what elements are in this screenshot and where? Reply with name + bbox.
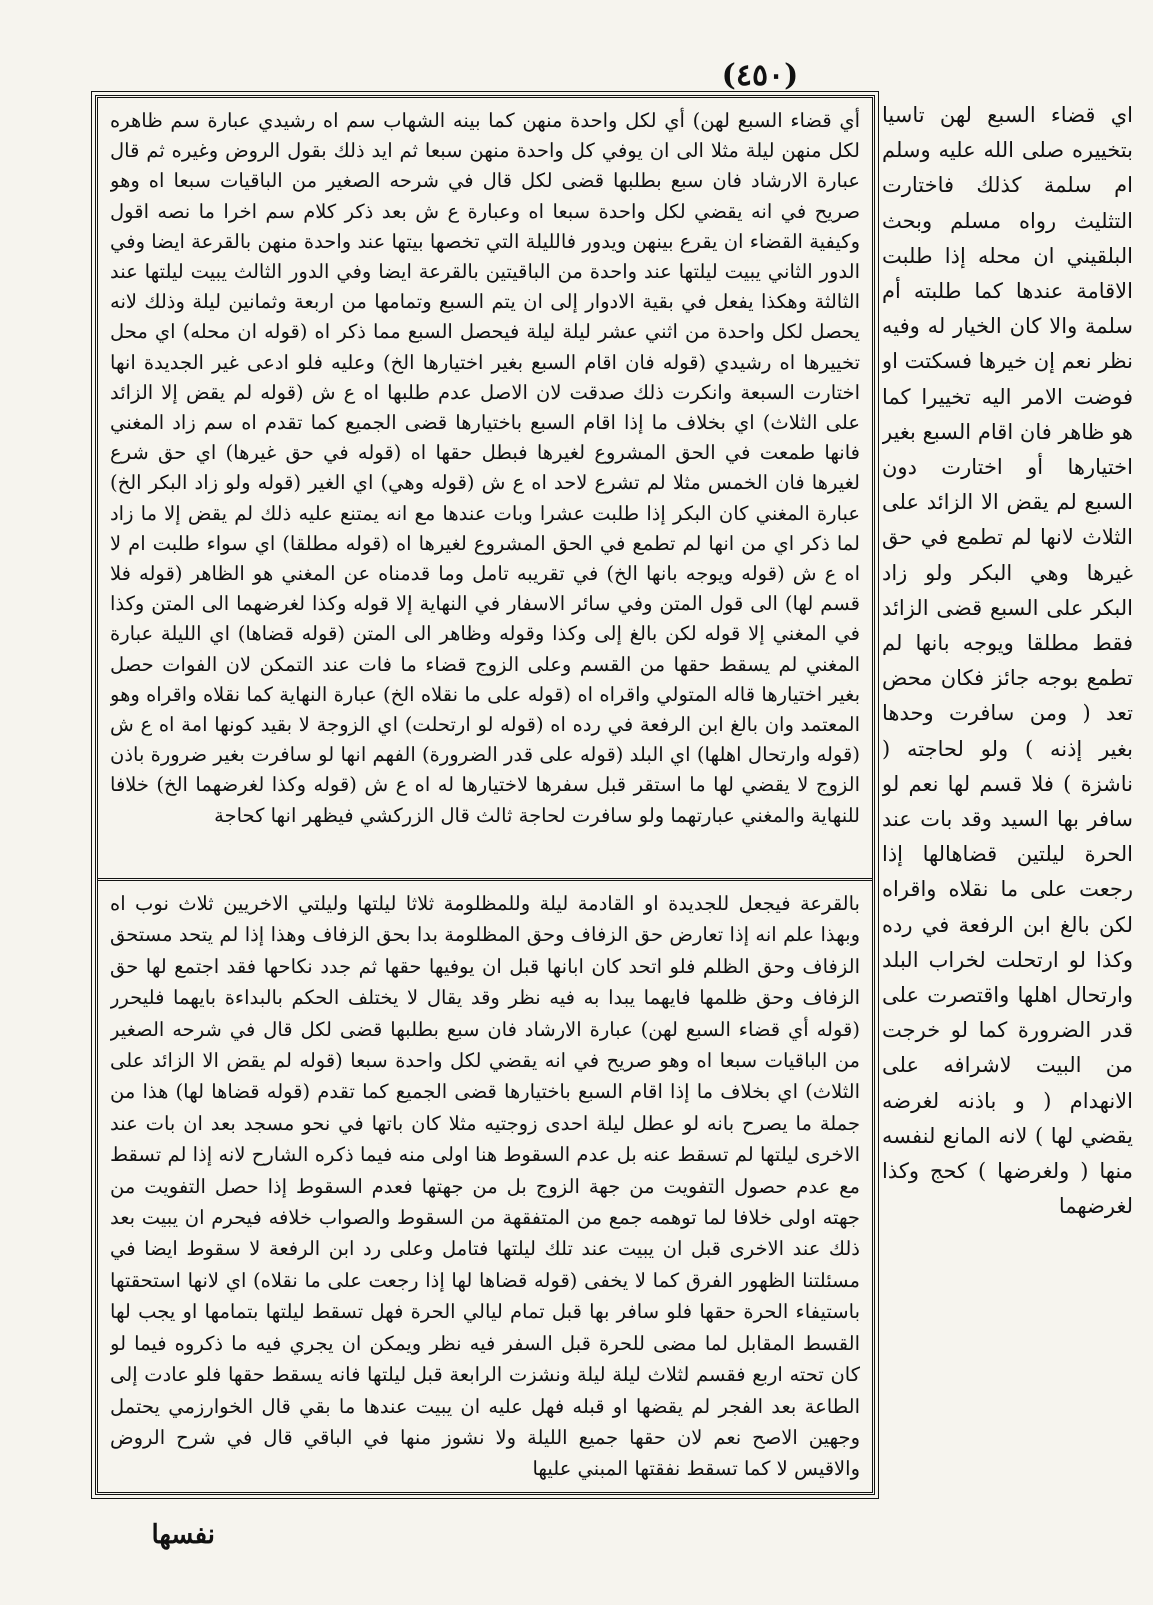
- page-number: (٤٥٠): [721, 58, 799, 93]
- section-divider: [98, 878, 872, 881]
- catchword: نفسها: [151, 1520, 215, 1550]
- footnote-body: بالقرعة فيجعل للجديدة او القادمة ليلة وللمظلومة ثلاثا ليلتها وليلتي الاخريين ثلاث نوب اه وبهذا علم انه إذا تعارض حق الزفاف وحق المظلومة بدا بحق الزفاف وهذا إذا لم يتحد مستحق الزفاف وحق الظلم فلو اتحد كان ابانها قبل ان يوفيها حقها ثم جدد نكاحها فقد اجتمع لها حق الزفاف وحق ظلمها فايهما يبدا به فيه نظر وقد يقال لا يختلف الحكم بالبداءة بايهما فليحرر (قوله أي قضاء السبع لهن) عبارة الارشاد فان سبع بطلبها قضى لكل قال في شرحه الصغير من الباقيات سبعا اه وهو صريح في انه يقضي لكل واحدة سبعا (قوله لم يقض الا الزائد على الثلاث) اي بخلاف ما إذا اقام السبع باختيارها قضى الجميع كما تقدم (قوله قضاها لها) هذا من جملة ما يصرح بانه لو عطل ليلة احدى زوجتيه مثلا كان باتها في نحو مسجد بعد ان بات عند الاخرى ليلتها لم تسقط عنه بل عدم السقوط هنا اولى منه فيما ذكره الشارح لانه إذا لم تسقط مع عدم حصول التفويت من جهة الزوج بل من جهتها فعدم السقوط إذا حصل التفويت من جهته اولى خلافا لما توهمه جمع من المتفقهة من السقوط والصواب خلافه فيحرم ان يبيت بعد ذلك عند الاخرى قبل ان يبيت عند تلك ليلتها فتامل وعلى رد ابن الرفعة لا سقوط ايضا في مسئلتنا الظهور الفرق كما لا يخفى (قوله قضاها لها إذا رجعت على ما نقلاه) اي لانها استحقتها باستيفاء الحرة حقها فلو سافر بها قبل تمام ليالي الحرة فهل تسقط ليلتها بتمامها او يجب لها القسط المقابل لما مضى للحرة قبل السفر فيه نظر ويمكن ان يجري فيه ما ذكروه فيما لو كان تحته اربع فقسم لثلاث ليلة ليلة ونشزت الرابعة قبل ليلتها فانه يسقط حقها فلو عادت إلى الطاعة بعد الفجر لم يقضها او قبله فهل عليه ان يبيت عندها ما بقي قال الخوارزمي يحتمل وجهين الاصح نعم لان حقها جميع الليلة ولا نشوز منها في الباقي قال في شرح الروض والاقيس لا كما تسقط نفقتها المبني عليها: [110, 892, 860, 1481]
- commentary-section: [110, 106, 860, 866]
- commentary-body: أي قضاء السبع لهن) أي لكل واحدة منهن كما بينه الشهاب سم اه رشيدي عبارة سم ظاهره لكل منهن ليلة مثلا الى ان يوفي كل واحدة منهن سبعا ثم ايد ذلك بقول الروض وغيره ثم قال عبارة الارشاد فان سبع بطلبها قضى لكل قال في شرحه الصغير من الباقيات سبعا اه وهو صريح في انه يقضي لكل واحدة سبعا اه وعبارة ع ش بعد ذكر كلام سم اخرا ما نصه اقول وكيفية القضاء ان يقرع بينهن ويدور فالليلة التي تخصها بيتها عند واحدة منهن بالقرعة ايضا وفي الدور الثاني يبيت ليلتها عند واحدة من الباقيتين بالقرعة ايضا وفي الدور الثالث يبيت ليلتها عند الثالثة وهكذا يفعل في بقية الادوار إلى ان يتم السبع وتمامها من اربعة وثمانين ليلة وذلك لانه يحصل لكل واحدة من اثني عشر ليلة ليلة فيحصل السبع مما ذكر اه (قوله ان محله) اي محل تخييرها اه رشيدي (قوله فان اقام السبع بغير اختيارها الخ) وعليه فلو ادعى غير الجديدة انها اختارت السبعة وانكرت ذلك صدقت لان الاصل عدم طلبها اه ع ش (قوله لم يقض إلا الزائد على الثلاث) اي بخلاف ما إذا اقام السبع باختيارها قضى الجميع كما تقدم اه سم زاد المغني فانها طمعت في الحق المشروع لغيرها فبطل حقها اه (قوله في حق غيرها) اي حق شرع لغيرها فان الخمس مثلا لم تشرع لاحد اه ع ش (قوله وهي) اي الغير (قوله ولو زاد البكر الخ) عبارة المغني كان البكر إذا طلبت عشرا وبات عندها مع انه يمتنع عليه ذلك لم يقض إلا ما زاد لما ذكر اي من انها لم تطمع في الحق المشروع لغيرها اه (قوله مطلقا) اي سواء طلبت ام لا اه ع ش (قوله ويوجه بانها الخ) في تقريبه تامل وما قدمناه عن المغني هو الظاهر (قوله فلا قسم لها) الى قول المتن وفي سائر الاسفار في النهاية إلا قوله وكذا لغرضهما الى المتن وكذا في المغني إلا قوله لكن بالغ إلى وكذا وقوله وظاهر الى المتن (قوله قضاها) اي الليلة عبارة المغني لم يسقط حقها من القسم وعلى الزوج قضاء ما فات عند التمكن لان الفوات حصل بغير اختيارها قاله المتولي واقراه اه (قوله على ما نقلاه الخ) عبارة النهاية كما نقلاه واقراه وهو المعتمد وان بالغ ابن الرفعة في رده اه (قوله لو ارتحلت) اي الزوجة لا بقيد كونها امة اه ع ش (قوله وارتحال اهلها) اي البلد (قوله على قدر الضرورة) الفهم انها لو سافرت بغير ضرورة باذن الزوج لا يقضي لها ما استقر قبل سفرها لاختيارها له اه ع ش (قوله وكذا لغرضهما الخ) خلافا للنهاية والمغني عبارتهما ولو سافرت لحاجة ثالث قال الزركشي فيظهر انها كحاجة: [110, 109, 860, 827]
- main-text-body: اي قضاء السبع لهن تاسيا بتخييره صلى الله عليه وسلم ام سلمة كذلك فاختارت التثليث رواه مسلم وبحث البلقيني ان محله إذا طلبت الاقامة عندها كما طلبته أم سلمة والا كان الخيار له وفيه نظر نعم إن خيرها فسكتت او فوضت الامر اليه تخييرا كما هو ظاهر فان اقام السبع بغير اختيارها أو اختارت دون السبع لم يقض الا الزائد على الثلاث لانها لم تطمع في حق غيرها وهي البكر ولو زاد البكر على السبع قضى الزائد فقط مطلقا ويوجه بانها لم تطمع بوجه جائز فكان محض تعد ( ومن سافرت وحدها بغير إذنه ) ولو لحاجته ( ناشزة ) فلا قسم لها نعم لو سافر بها السيد وقد بات عند الحرة ليلتين قضاهالها إذا رجعت على ما نقلاه واقراه لكن بالغ ابن الرفعة في رده وكذا لو ارتحلت لخراب البلد وارتحال اهلها واقتصرت على قدر الضرورة كما لو خرجت من البيت لاشرافه على الانهدام ( و باذنه لغرضه يقضي لها ) لانه المانع لنفسه منها ( ولغرضها ) كحج وكذا لغرضهما: [882, 103, 1133, 1219]
- commentary-frame: [95, 95, 875, 1495]
- main-text-column: [882, 98, 1137, 1498]
- footnote-section: [110, 888, 860, 1488]
